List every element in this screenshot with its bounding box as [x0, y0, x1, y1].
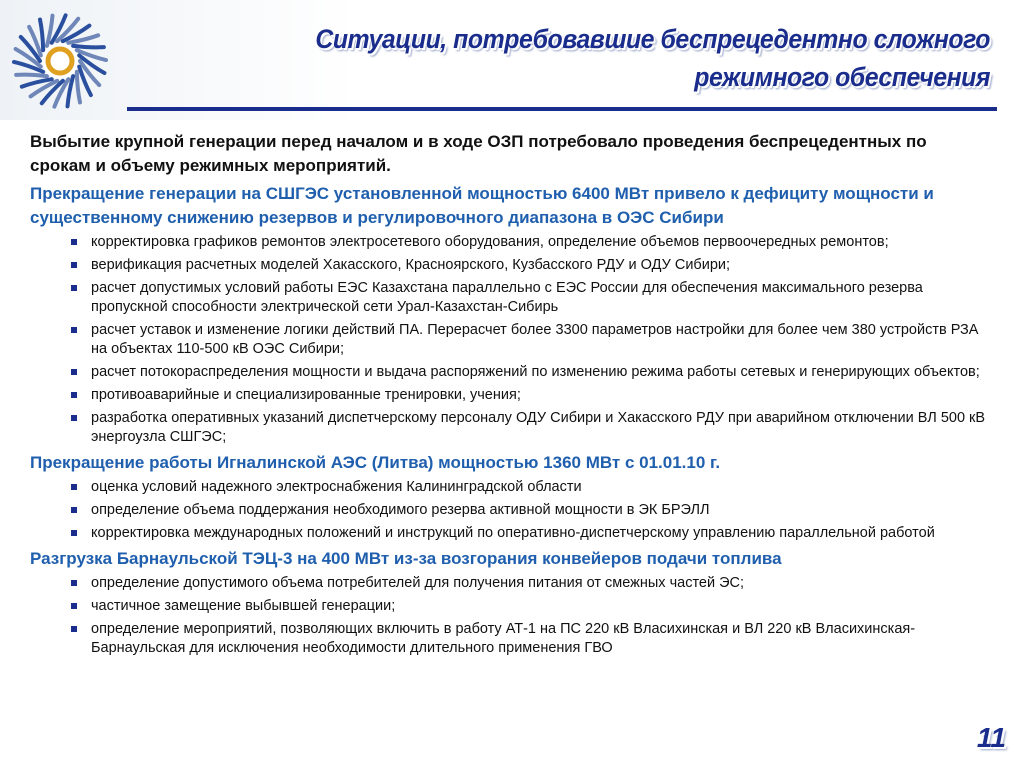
list-item — [30, 501, 990, 520]
list-item-text: верификация расчетных моделей Хакасского, Красноярского, Кузбасского РДУ и ОДУ Сибири; — [91, 257, 731, 273]
list-item — [30, 574, 990, 593]
list-item — [30, 363, 990, 382]
section-list-barnaul — [30, 574, 990, 658]
bullet-icon — [71, 626, 77, 632]
power-company-sun-logo-icon — [10, 6, 110, 116]
list-item — [30, 409, 990, 447]
intro-text: Выбытие крупной генерации перед началом и в ходе ОЗП потребовало проведения беспрецедентных по срокам и объему режимных мероприятий. — [30, 132, 927, 175]
page-number: 11 — [976, 722, 1006, 753]
title-underline — [127, 107, 997, 111]
page-title — [291, 20, 990, 96]
list-item — [30, 597, 990, 616]
logo-ray — [40, 20, 43, 51]
list-item-text: корректировка графиков ремонтов электросетевого оборудования, определение объемов первоочередных ремонтов; — [91, 234, 889, 250]
section-list-sshges — [30, 233, 990, 447]
bullet-icon — [71, 507, 77, 513]
list-item-text: частичное замещение выбывшей генерации; — [91, 598, 396, 614]
list-item-text: определение допустимого объема потребителей для получения питания от смежных частей ЭС; — [91, 575, 745, 591]
section-heading-barnaul: Разгрузка Барнаульской ТЭЦ-3 на 400 МВт из-за возгорания конвейеров подачи топлива — [30, 549, 782, 568]
logo-ray — [77, 72, 80, 103]
list-item-text: оценка условий надежного электроснабжения Калининградской области — [91, 479, 582, 495]
bullet-icon — [71, 580, 77, 586]
slide-content — [30, 130, 990, 662]
list-item — [30, 256, 990, 275]
list-item — [30, 386, 990, 405]
list-item-text: расчет уставок и изменение логики действий ПА. Перерасчет более 3300 параметров настройки для более чем 380 устройств РЗА на объектах 110-500 кВ ОЭС Сибири; — [91, 322, 979, 357]
title-line-2: режимного обеспечения — [694, 62, 990, 92]
bullet-icon — [71, 603, 77, 609]
logo-ray — [16, 75, 47, 76]
list-item — [30, 478, 990, 497]
list-item — [30, 233, 990, 252]
bullet-icon — [71, 285, 77, 291]
list-item — [30, 321, 990, 359]
list-item-text: определение мероприятий, позволяющих включить в работу АТ-1 на ПС 220 кВ Власихинская и ВЛ 220 кВ Власихинская-Барнаульская для исключения необходимости длительного применения ГВО — [91, 621, 916, 656]
list-item-text: разработка оперативных указаний диспетчерскому персоналу ОДУ Сибири и Хакасского РДУ при аварийном отключении ВЛ 500 кВ энергоузла СШГЭС; — [91, 410, 986, 445]
section-heading-sshges: Прекращение генерации на СШГЭС установленной мощностью 6400 МВт привело к дефициту мощности и существенному снижению резервов и регулировочного диапазона в ОЭС Сибири — [30, 184, 934, 227]
title-line-1: Ситуации, потребовавшие беспрецедентно сложного — [315, 24, 991, 54]
bullet-icon — [71, 392, 77, 398]
list-item — [30, 620, 990, 658]
logo-ray — [73, 46, 104, 47]
list-item-text: расчет потокораспределения мощности и выдача распоряжений по изменению режима работы сетевых и генерирующих объектов; — [91, 364, 980, 380]
bullet-icon — [71, 369, 77, 375]
bullet-icon — [71, 239, 77, 245]
list-item-text: расчет допустимых условий работы ЕЭС Казахстана параллельно с ЕЭС России для обеспечения максимального резерва пропускной способности электрической сети Урал-Казахстан-Сибирь — [91, 280, 923, 315]
list-item-text: противоаварийные и специализированные тренировки, учения; — [91, 387, 521, 403]
section-heading-ignalina: Прекращение работы Игналинской АЭС (Литва) мощностью 1360 МВт с 01.01.10 г. — [30, 453, 721, 472]
bullet-icon — [71, 262, 77, 268]
bullet-icon — [71, 327, 77, 333]
bullet-icon — [71, 484, 77, 490]
bullet-icon — [71, 530, 77, 536]
list-item — [30, 279, 990, 317]
list-item — [30, 524, 990, 543]
list-item-text: определение объема поддержания необходимого резерва активной мощности в ЭК БРЭЛЛ — [91, 502, 710, 518]
section-list-ignalina — [30, 478, 990, 543]
list-item-text: корректировка международных положений и инструкций по оперативно-диспетчерскому управлению параллельной работой — [91, 525, 935, 541]
bullet-icon — [71, 415, 77, 421]
